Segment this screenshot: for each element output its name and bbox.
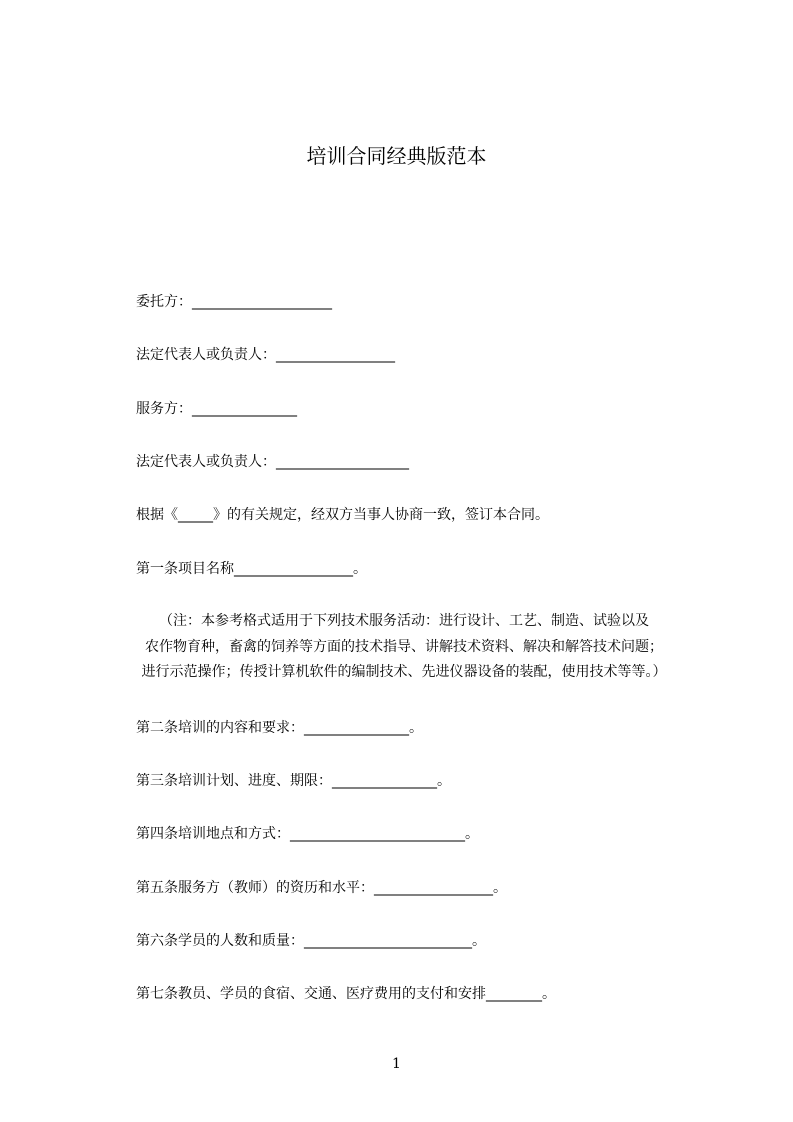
note-paragraph xyxy=(104,609,704,686)
client-representative-line: 法定代表人或负责人：_________________ xyxy=(136,347,395,363)
note-line: 进行示范操作；传授计算机软件的编制技术、先进仪器设备的装配，使用技术等等。） xyxy=(141,664,667,680)
article-3-line: 第三条培训计划、进度、期限：_______________。 xyxy=(136,773,451,789)
preamble-line: 根据《_____》的有关规定，经双方当事人协商一致，签订本合同。 xyxy=(136,507,549,523)
service-party-line: 服务方：_______________ xyxy=(136,401,297,417)
note-line: 农作物育种，畜禽的饲养等方面的技术指导、讲解技术资料、解决和解答技术问题； xyxy=(145,638,663,655)
page-number: 1 xyxy=(392,1056,401,1072)
article-1-line: 第一条项目名称_________________。 xyxy=(136,561,367,577)
article-7-line: 第七条教员、学员的食宿、交通、医疗费用的支付和安排________。 xyxy=(136,986,556,1002)
service-representative-line: 法定代表人或负责人：___________________ xyxy=(136,454,409,470)
article-5-line: 第五条服务方（教师）的资历和水平：_________________。 xyxy=(136,880,507,896)
client-party-line: 委托方：____________________ xyxy=(136,294,332,310)
document-title: 培训合同经典版范本 xyxy=(306,144,487,168)
article-2-line: 第二条培训的内容和要求：_______________。 xyxy=(136,720,423,736)
note-line: （注：本参考格式适用于下列技术服务活动：进行设计、工艺、制造、试验以及 xyxy=(159,613,649,629)
article-4-line: 第四条培训地点和方式：_________________________。 xyxy=(136,826,479,842)
article-6-line: 第六条学员的人数和质量：________________________。 xyxy=(136,933,486,949)
